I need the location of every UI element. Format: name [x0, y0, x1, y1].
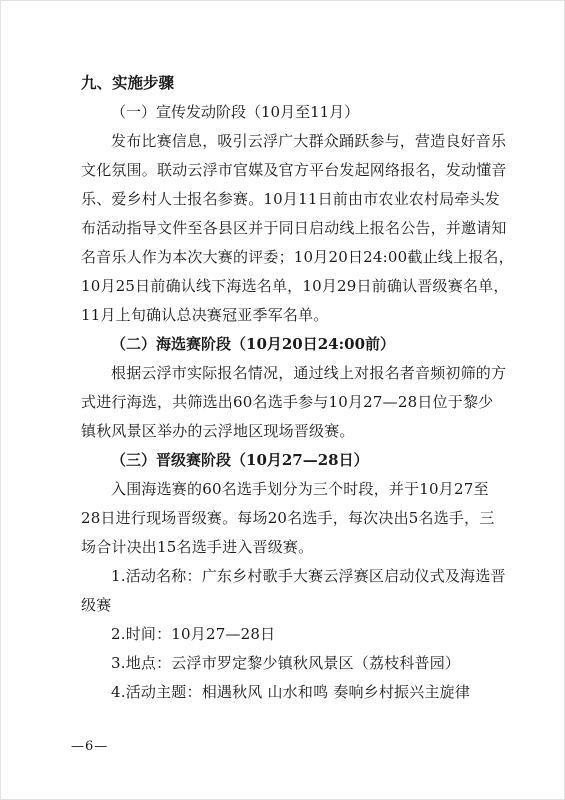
- activity-name-line: 1.活动名称：广东乡村歌手大赛云浮赛区启动仪式及海选晋: [111, 567, 506, 585]
- phase1-paragraph: [81, 127, 514, 330]
- paragraph-line: 布活动指导文件至各县区并于同日启动线上报名公告，并邀请知: [81, 219, 507, 237]
- page-number: —6—: [71, 739, 109, 754]
- phase2-paragraph: [81, 359, 507, 446]
- phase3-paragraph: [81, 475, 499, 562]
- paragraph-line: 镇秋风景区举办的云浮地区现场晋级赛。: [81, 422, 355, 440]
- paragraph-line: 名音乐人作为本次大赛的评委；10月20日24:00截止线上报名，: [81, 248, 514, 266]
- paragraph-line: 入围海选赛的60名选手划分为三个时段，并于10月27至: [111, 480, 489, 498]
- paragraph-line: 28日进行现场晋级赛。每场20名选手，每次决出5名选手，三: [81, 509, 495, 527]
- activity-theme-item: [81, 678, 499, 707]
- activity-theme-line: 4.活动主题：相遇秋风 山水和鸣 奏响乡村振兴主旋律: [111, 683, 471, 701]
- activity-place-item: [81, 649, 499, 678]
- section-heading: 九、实施步骤: [81, 74, 175, 92]
- document-body: [81, 69, 514, 707]
- paragraph-line: 11月上旬确认总决赛冠亚季军名单。: [81, 306, 329, 324]
- phase2-title: （二）海选赛阶段（10月20日24:00前）: [111, 335, 396, 353]
- paragraph-line: 乐、爱乡村人士报名参赛。10月11日前由市农业农村局牵头发: [81, 190, 500, 208]
- activity-name-item: [81, 562, 506, 620]
- activity-place-line: 3.地点：云浮市罗定黎少镇秋风景区（荔枝科普园）: [111, 654, 461, 672]
- activity-time-line: 2.时间：10月27—28日: [111, 625, 276, 643]
- paragraph-line: 式进行海选，共筛选出60名选手参与10月27—28日位于黎少: [81, 393, 494, 411]
- paragraph-line: 10月25日前确认线下海选名单，10月29日前确认晋级赛名单，: [81, 277, 509, 295]
- activity-name-line: 级赛: [81, 596, 112, 614]
- paragraph-line: 发布比赛信息，吸引云浮广大群众踊跃参与，营造良好音乐: [111, 132, 507, 150]
- paragraph-line: 根据云浮市实际报名情况，通过线上对报名者音频初筛的方: [111, 364, 507, 382]
- paragraph-line: 文化氛围。联动云浮市官媒及官方平台发起网络报名，发动懂音: [81, 161, 507, 179]
- phase3-title: （三）晋级赛阶段（10月27—28日）: [111, 451, 369, 469]
- activity-time-item: [81, 620, 499, 649]
- paragraph-line: 场合计决出15名选手进入晋级赛。: [81, 538, 314, 556]
- phase1-title: （一）宣传发动阶段（10月至11月）: [111, 103, 360, 121]
